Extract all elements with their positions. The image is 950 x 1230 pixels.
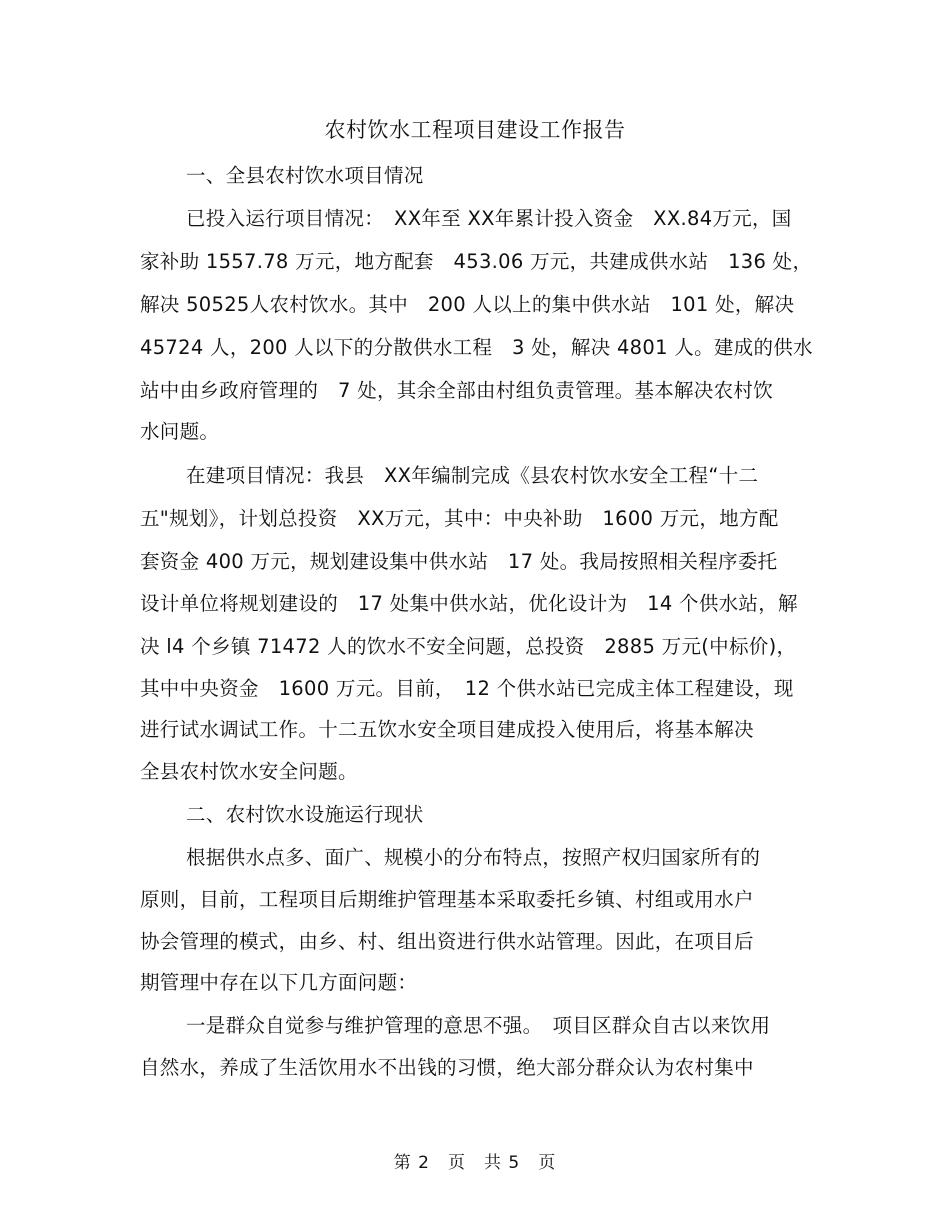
paragraph-line: 设计单位将规划建设的 17 处集中供水站，优化设计为 14 个供水站，解 [140, 592, 798, 615]
paragraph-line: 根据供水点多、面广、规模小的分布特点，按照产权归国家所有的 [186, 846, 761, 869]
paragraph-line: 在建项目情况：我县 XX年编制完成《县农村饮水安全工程“十二 [186, 464, 759, 487]
page-footer: 第 2 页 共 5 页 [393, 1153, 557, 1173]
paragraph-line: 进行试水调试工作。十二五饮水安全项目建成投入使用后，将基本解决 [140, 718, 754, 741]
paragraph-line: 其中中央资金 1600 万元。目前， 12 个供水站已完成主体工程建设，现 [140, 677, 794, 700]
section-heading-1: 一、全县农村饮水项目情况 [186, 164, 424, 187]
paragraph-line: 五"规划》，计划总投资 XX万元，其中：中央补助 1600 万元，地方配 [140, 507, 779, 530]
section-heading-2: 二、农村饮水设施运行现状 [186, 803, 424, 826]
paragraph-line: 自然水，养成了生活饮用水不出钱的习惯，绝大部分群众认为农村集中 [140, 1056, 754, 1079]
paragraph-line: 协会管理的模式，由乡、村、组出资进行供水站管理。因此，在项目后 [140, 930, 754, 953]
paragraph-line: 期管理中存在以下几方面问题： [140, 971, 418, 994]
paragraph-line: 决 l4 个乡镇 71472 人的饮水不安全问题，总投资 2885 万元(中标价)， [140, 635, 797, 658]
paragraph-line: 水问题。 [140, 420, 220, 443]
paragraph-line: 已投入运行项目情况： XX年至 XX年累计投入资金 XX.84万元，国 [186, 207, 792, 230]
paragraph-line: 站中由乡政府管理的 7 处，其余全部由村组负责管理。基本解决农村饮 [140, 379, 774, 402]
paragraph-line: 解决 50525人农村饮水。其中 200 人以上的集中供水站 101 处，解决 [140, 293, 795, 316]
paragraph-line: 全县农村饮水安全问题。 [140, 760, 358, 783]
paragraph-line: 套资金 400 万元，规划建设集中供水站 17 处。我局按照相关程序委托 [140, 550, 778, 573]
paragraph-line: 45724 人，200 人以下的分散供水工程 3 处，解决 4801 人。建成的供水 [140, 336, 813, 359]
paragraph-line: 家补助 1557.78 万元，地方配套 453.06 万元，共建成供水站 136 处， [140, 250, 813, 273]
document-title: 农村饮水工程项目建设工作报告 [324, 118, 626, 142]
paragraph-line: 一是群众自觉参与维护管理的意思不强。 项目区群众自古以来饮用 [186, 1014, 771, 1037]
paragraph-line: 原则，目前，工程项目后期维护管理基本采取委托乡镇、村组或用水户 [140, 888, 754, 911]
